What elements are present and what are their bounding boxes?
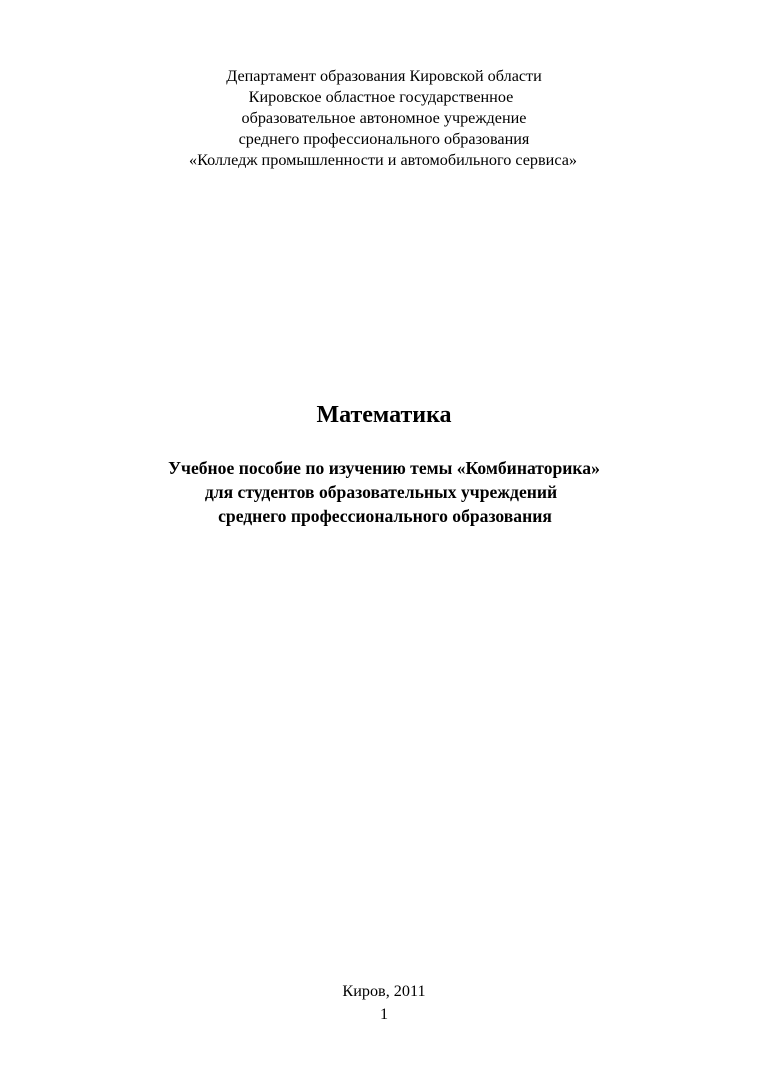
header-line-education-level: среднего профессионального образования [238, 130, 530, 148]
subtitle-line-audience: для студентов образовательных учреждений [204, 482, 558, 502]
document-title: Математика [316, 402, 452, 428]
subtitle-line-topic: Учебное пособие по изучению темы «Комбинаторика» [168, 458, 600, 478]
institution-header [0, 66, 768, 171]
subtitle-line-education-level: среднего профессионального образования [218, 506, 552, 526]
place-and-year: Киров, 2011 [342, 982, 426, 1000]
page-number: 1 [379, 1005, 389, 1023]
header-line-institution-type: Кировское областное государственное [248, 88, 514, 106]
document-subtitle [0, 456, 768, 528]
header-line-college-name: «Колледж промышленности и автомобильного сервиса» [189, 151, 577, 169]
header-line-department: Департамент образования Кировской области [226, 67, 542, 85]
header-line-institution-form: образовательное автономное учреждение [241, 109, 527, 127]
